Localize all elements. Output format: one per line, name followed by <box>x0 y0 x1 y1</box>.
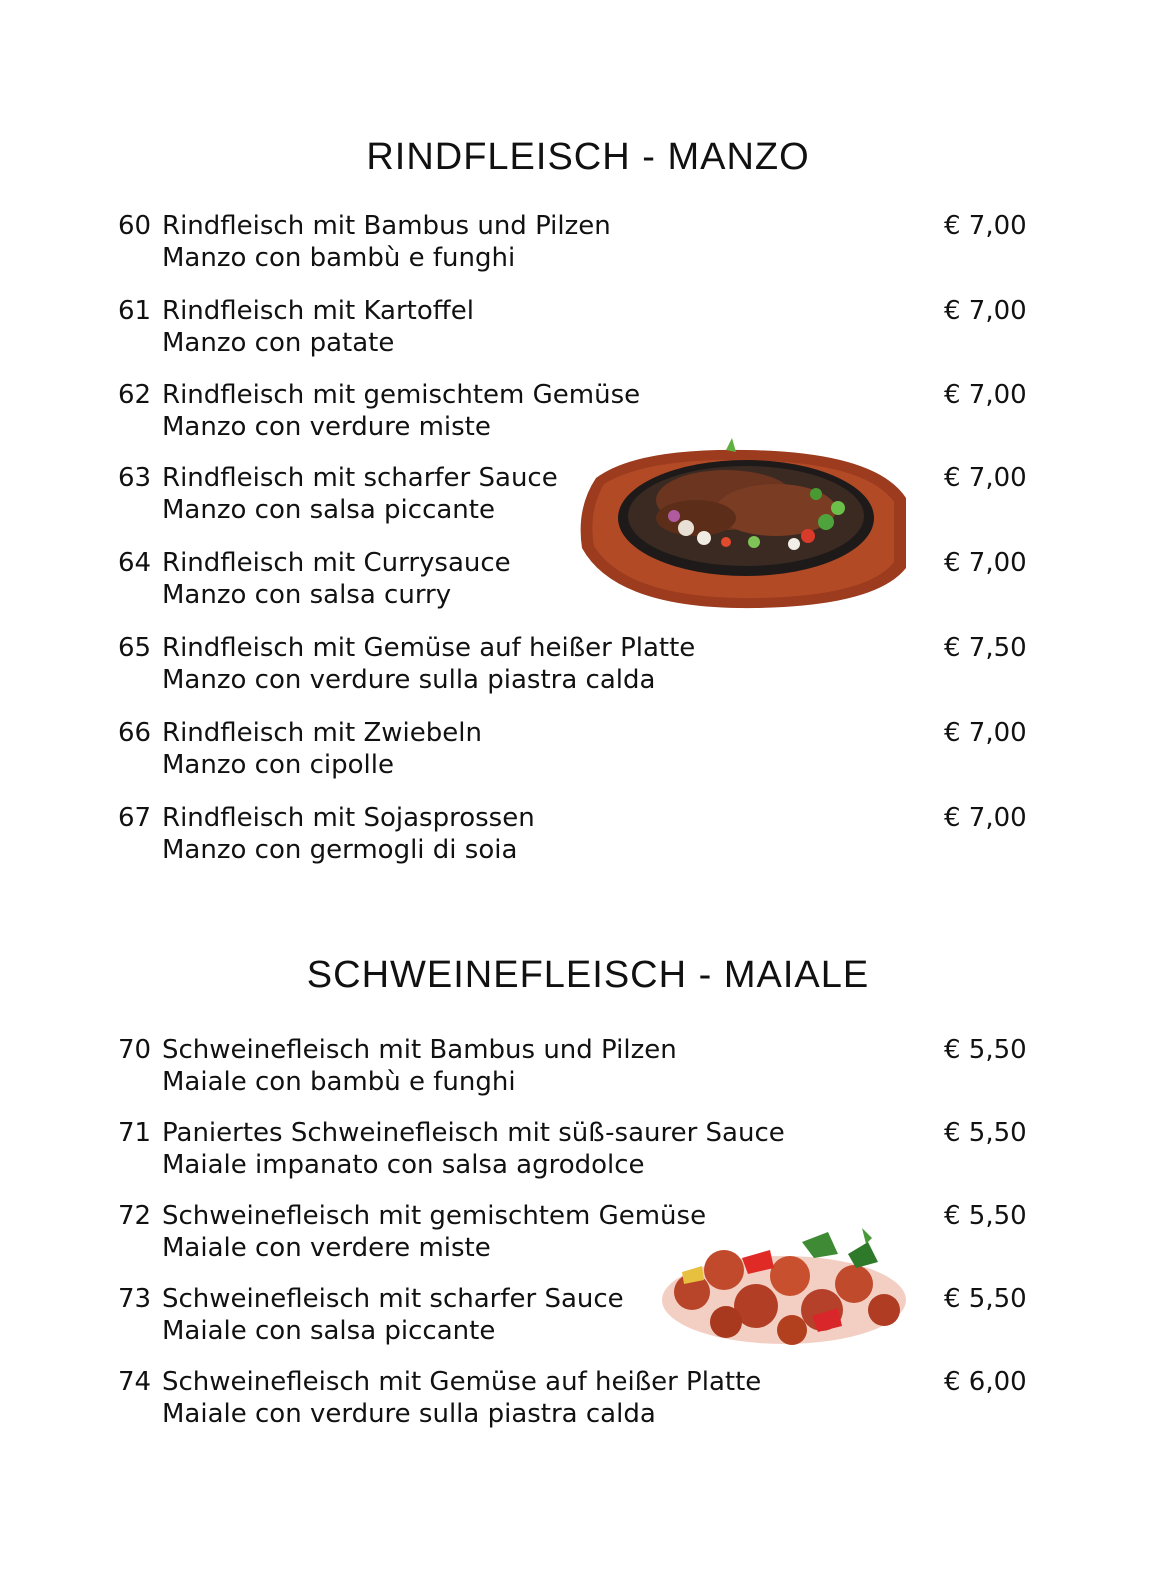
item-number: 60 <box>118 211 152 241</box>
item-number: 63 <box>118 463 152 493</box>
item-price: € 7,00 <box>944 211 1027 241</box>
item-name-italian: Manzo con patate <box>162 328 395 358</box>
item-name-german: Rindfleisch mit scharfer Sauce <box>162 463 558 493</box>
item-name-german: Rindfleisch mit Sojasprossen <box>162 803 535 833</box>
beef-dish-image <box>576 438 910 610</box>
item-number: 64 <box>118 548 152 578</box>
item-number: 73 <box>118 1284 152 1314</box>
menu-item <box>0 632 1176 702</box>
menu-item <box>0 1366 1176 1436</box>
item-price: € 5,50 <box>944 1118 1027 1148</box>
item-name-italian: Manzo con verdure miste <box>162 412 491 442</box>
item-number: 66 <box>118 718 152 748</box>
item-name-italian: Maiale con verdere miste <box>162 1233 491 1263</box>
item-number: 67 <box>118 803 152 833</box>
item-name-german: Schweinefleisch mit Bambus und Pilzen <box>162 1035 677 1065</box>
section-title-pork: SCHWEINEFLEISCH - MAIALE <box>306 954 870 996</box>
menu-item <box>0 1283 1176 1353</box>
menu-item <box>0 295 1176 365</box>
menu-item <box>0 210 1176 280</box>
pork-dish-image <box>652 1228 914 1352</box>
item-name-italian: Manzo con bambù e funghi <box>162 243 516 273</box>
item-price: € 6,00 <box>944 1367 1027 1397</box>
item-name-german: Rindfleisch mit Kartoffel <box>162 296 474 326</box>
item-name-german: Schweinefleisch mit scharfer Sauce <box>162 1284 624 1314</box>
item-name-italian: Manzo con verdure sulla piastra calda <box>162 665 656 695</box>
item-name-german: Schweinefleisch mit gemischtem Gemüse <box>162 1201 707 1231</box>
item-price: € 5,50 <box>944 1035 1027 1065</box>
item-name-italian: Maiale con bambù e funghi <box>162 1067 516 1097</box>
item-price: € 7,50 <box>944 633 1027 663</box>
item-name-german: Rindfleisch mit Bambus und Pilzen <box>162 211 611 241</box>
item-name-italian: Manzo con germogli di soia <box>162 835 518 865</box>
item-number: 61 <box>118 296 152 326</box>
item-name-italian: Manzo con salsa piccante <box>162 495 495 525</box>
item-name-italian: Manzo con cipolle <box>162 750 394 780</box>
menu-item <box>0 717 1176 787</box>
item-name-german: Paniertes Schweinefleisch mit süß-saurer Sauce <box>162 1118 785 1148</box>
menu-item <box>0 1117 1176 1187</box>
item-name-italian: Maiale impanato con salsa agrodolce <box>162 1150 645 1180</box>
item-name-german: Rindfleisch mit Gemüse auf heißer Platte <box>162 633 696 663</box>
item-number: 70 <box>118 1035 152 1065</box>
menu-item <box>0 1034 1176 1104</box>
item-name-italian: Maiale con verdure sulla piastra calda <box>162 1399 656 1429</box>
item-price: € 7,00 <box>944 718 1027 748</box>
item-price: € 7,00 <box>944 463 1027 493</box>
item-number: 72 <box>118 1201 152 1231</box>
item-price: € 7,00 <box>944 380 1027 410</box>
item-price: € 5,50 <box>944 1284 1027 1314</box>
item-price: € 7,00 <box>944 803 1027 833</box>
item-price: € 7,00 <box>944 296 1027 326</box>
item-name-german: Rindfleisch mit Zwiebeln <box>162 718 482 748</box>
item-number: 74 <box>118 1367 152 1397</box>
item-name-german: Rindfleisch mit Currysauce <box>162 548 511 578</box>
item-price: € 7,00 <box>944 548 1027 578</box>
item-number: 65 <box>118 633 152 663</box>
item-name-italian: Manzo con salsa curry <box>162 580 452 610</box>
item-name-german: Rindfleisch mit gemischtem Gemüse <box>162 380 641 410</box>
section-title-beef: RINDFLEISCH - MANZO <box>366 136 810 178</box>
item-name-german: Schweinefleisch mit Gemüse auf heißer Platte <box>162 1367 762 1397</box>
menu-item <box>0 802 1176 872</box>
item-number: 62 <box>118 380 152 410</box>
item-number: 71 <box>118 1118 152 1148</box>
menu-item <box>0 1200 1176 1270</box>
item-price: € 5,50 <box>944 1201 1027 1231</box>
item-name-italian: Maiale con salsa piccante <box>162 1316 496 1346</box>
